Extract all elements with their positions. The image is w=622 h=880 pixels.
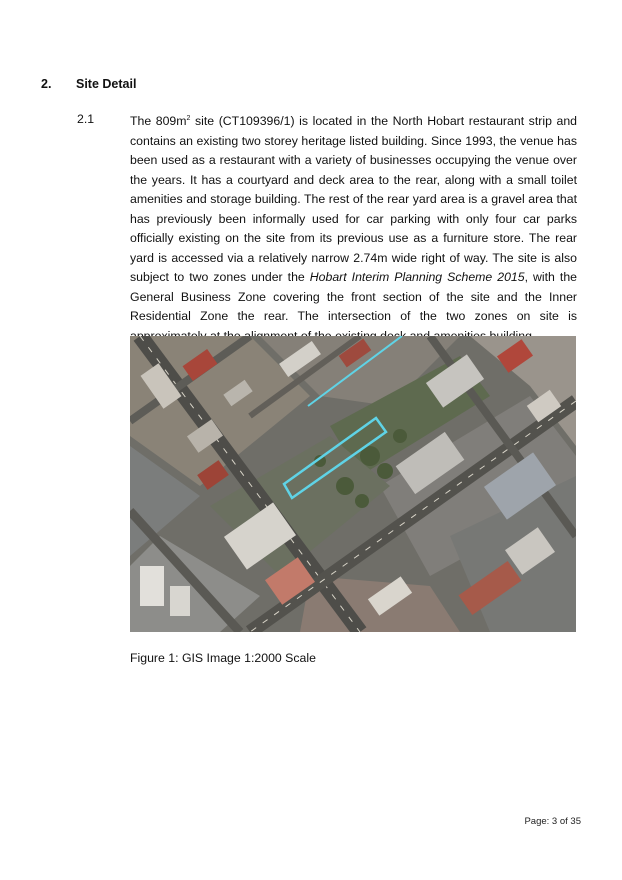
superscript-two: 2 xyxy=(186,115,191,122)
section-heading xyxy=(41,77,136,91)
section-title: Site Detail xyxy=(76,77,137,91)
paragraph-text-start: The 809m xyxy=(130,114,187,128)
section-number: 2. xyxy=(41,77,52,91)
figure-caption: Figure 1: GIS Image 1:2000 Scale xyxy=(130,651,316,665)
paragraph-number: 2.1 xyxy=(77,112,95,126)
paragraph-text xyxy=(130,112,577,346)
page-number: Page: 3 of 35 xyxy=(524,816,581,827)
paragraph-text-end: , with the General Business Zone covering the front section of the site and the Inner Residential Zone the rear. The intersection of the two zones on site is xyxy=(130,270,578,323)
gis-aerial-image xyxy=(130,336,576,632)
paragraph-text-middle: site (CT109396/1) is located in the North Hobart restaurant strip and contains an existing two storey heritage listed building. Since 1993, the venue has been used as a restaurant with a variety of businesses occupying the venue over the years. It has a courtyard and deck area to the rear, along with a small toilet amenities and storage building. The rest of the rear yard area is a gravel area that has previously been informally used for car parking with only four car parks officially existing on the site from its previous use as a furniture store. The rear yard is accessed via a relatively narrow 2.74m wide right of way. The site is also subject to two zones under the xyxy=(130,114,577,284)
planning-scheme-name: Hobart Interim Planning Scheme 2015 xyxy=(309,270,525,284)
